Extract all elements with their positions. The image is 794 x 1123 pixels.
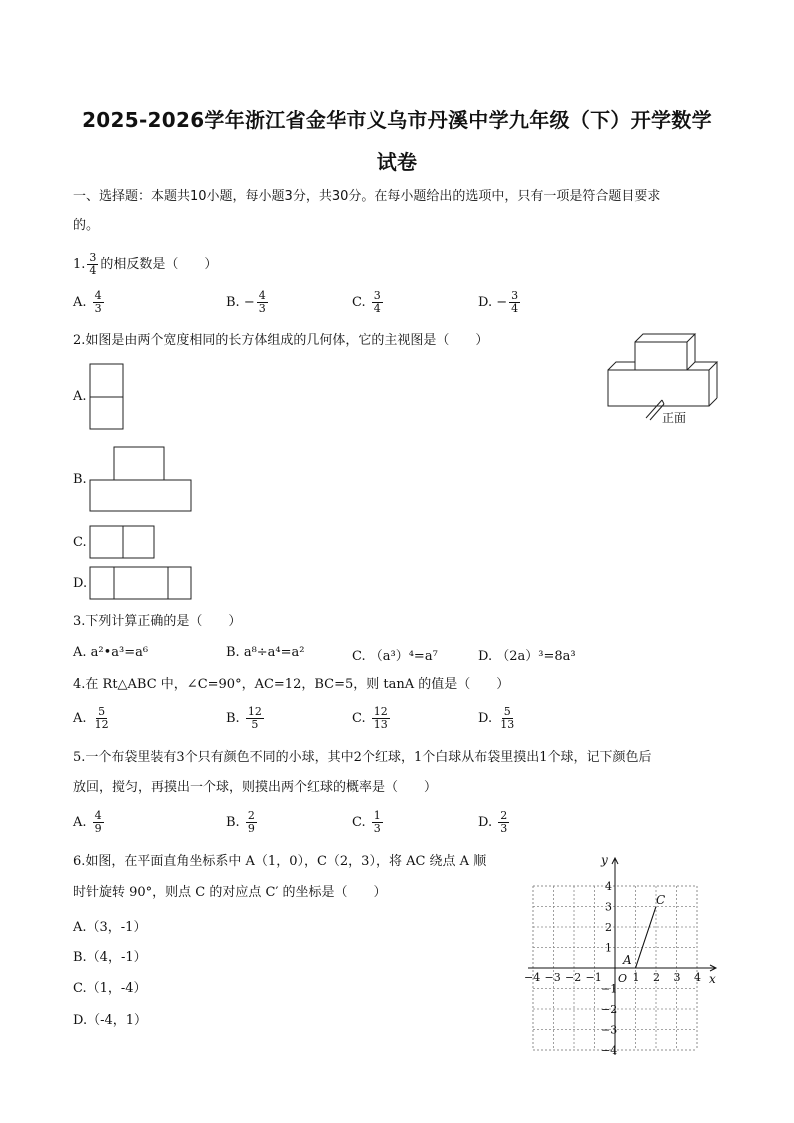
question-5-option-b[interactable]: B. $\frac{2}{9}$ (226, 809, 255, 835)
question-1-fraction: $\frac{3}{4}$ (89, 251, 97, 277)
question-2-option-b-figure[interactable] (88, 445, 196, 515)
x-tick-label: 2 (653, 971, 660, 984)
question-2-option-d-label[interactable]: D. (73, 576, 88, 591)
x-tick-label: −4 (524, 971, 541, 984)
y-tick-label: 1 (605, 941, 612, 955)
question-3-option-d[interactable]: D. （2a）³=8a³ (478, 649, 576, 664)
y-tick-label: −2 (601, 1003, 618, 1016)
y-axis-label: y (601, 853, 608, 867)
question-6-coordinate-graph (520, 850, 725, 1062)
question-6-option-b[interactable]: B.（4，-1） (73, 950, 147, 965)
question-5-option-c[interactable]: C. $\frac{1}{3}$ (352, 809, 381, 835)
question-6-option-a[interactable]: A.（3，-1） (73, 920, 147, 935)
front-view-label: 正面 (662, 411, 687, 425)
question-2-option-b-label[interactable]: B. (73, 472, 87, 487)
question-3-option-a[interactable]: A. a²•a³=a⁶ (73, 645, 149, 660)
section-heading-line1: 一、选择题：本题共10小题，每小题3分，共30分。在每小题给出的选项中，只有一项是符合题目要求 (73, 189, 661, 204)
x-axis-label: x (709, 972, 716, 986)
question-1-option-a[interactable]: A. $\frac{4}{3}$ (73, 289, 102, 315)
y-tick-label: −1 (601, 982, 618, 996)
question-4-option-b[interactable]: B. $\frac{12}{5}$ (226, 705, 262, 731)
y-tick-label: 4 (605, 880, 612, 893)
question-3-stem: 3.下列计算正确的是（ ） (73, 614, 242, 629)
x-tick-label: −1 (585, 971, 602, 984)
origin-label: O (618, 972, 628, 985)
question-2-solid-figure (600, 330, 730, 430)
point-a-label: A (623, 953, 632, 967)
question-2-option-a-figure[interactable] (88, 362, 128, 432)
question-6-stem-line2: 时针旋转 90°，则点 C 的对应点 C′ 的坐标是（ ） (73, 885, 387, 900)
y-tick-label: 2 (605, 921, 612, 934)
question-3-option-b[interactable]: B. a⁸÷a⁴=a² (226, 645, 305, 660)
doc-title-line1: 2025-2026学年浙江省金华市义乌市丹溪中学九年级（下）开学数学 (82, 108, 712, 132)
question-6-option-c[interactable]: C.（1，-4） (73, 981, 147, 996)
question-1-number: 1. (73, 257, 86, 272)
y-tick-label: −3 (601, 1023, 618, 1037)
question-4-option-a[interactable]: A. $\frac{5}{12}$ (73, 705, 109, 731)
question-1-option-d[interactable]: D. − $\frac{3}{4}$ (478, 289, 519, 315)
y-tick-label: −4 (601, 1044, 618, 1057)
question-1-stem (73, 252, 217, 277)
question-1-option-c[interactable]: C. $\frac{3}{4}$ (352, 289, 381, 315)
x-tick-label: 4 (694, 971, 701, 984)
question-5-stem-line2: 放回，搅匀，再摸出一个球，则摸出两个红球的概率是（ ） (73, 780, 438, 795)
question-4-stem: 4.在 Rt△ABC 中，∠C=90°，AC=12，BC=5，则 tanA 的值是（ ） (73, 677, 510, 692)
question-2-option-c-label[interactable]: C. (73, 535, 87, 550)
question-2-option-c-figure[interactable] (88, 524, 158, 560)
x-tick-label: 3 (673, 971, 681, 984)
question-2-option-d-figure[interactable] (88, 565, 196, 603)
question-1-text: 的相反数是（ ） (100, 257, 218, 272)
y-tick-label: 3 (605, 900, 612, 914)
segment-ac (636, 907, 657, 969)
x-tick-label: −2 (565, 971, 582, 984)
question-4-option-d[interactable]: D. $\frac{5}{13}$ (478, 705, 515, 731)
point-c-label: C (656, 893, 666, 907)
section-heading-line2: 的。 (73, 218, 100, 233)
question-6-option-d[interactable]: D.（-4，1） (73, 1013, 148, 1028)
question-5-option-a[interactable]: A. $\frac{4}{9}$ (73, 809, 102, 835)
question-4-option-c[interactable]: C. $\frac{12}{13}$ (352, 705, 388, 731)
question-2-option-a-label[interactable]: A. (73, 389, 87, 404)
question-6-stem-line1: 6.如图，在平面直角坐标系中 A（1，0），C（2，3），将 AC 绕点 A 顺 (73, 854, 487, 869)
question-2-stem: 2.如图是由两个宽度相同的长方体组成的几何体，它的主视图是（ ） (73, 333, 489, 348)
question-5-option-d[interactable]: D. $\frac{2}{3}$ (478, 809, 508, 835)
question-1-option-b[interactable]: B. − $\frac{4}{3}$ (226, 289, 266, 315)
question-3-option-c[interactable]: C. （a³）⁴=a⁷ (352, 649, 438, 664)
doc-title-line2: 试卷 (376, 150, 418, 174)
question-5-stem-line1: 5.一个布袋里装有3个只有颜色不同的小球，其中2个红球，1个白球从布袋里摸出1个球，记下颜色后 (73, 750, 652, 765)
x-tick-label: 1 (632, 971, 640, 984)
x-tick-label: −3 (544, 971, 561, 984)
